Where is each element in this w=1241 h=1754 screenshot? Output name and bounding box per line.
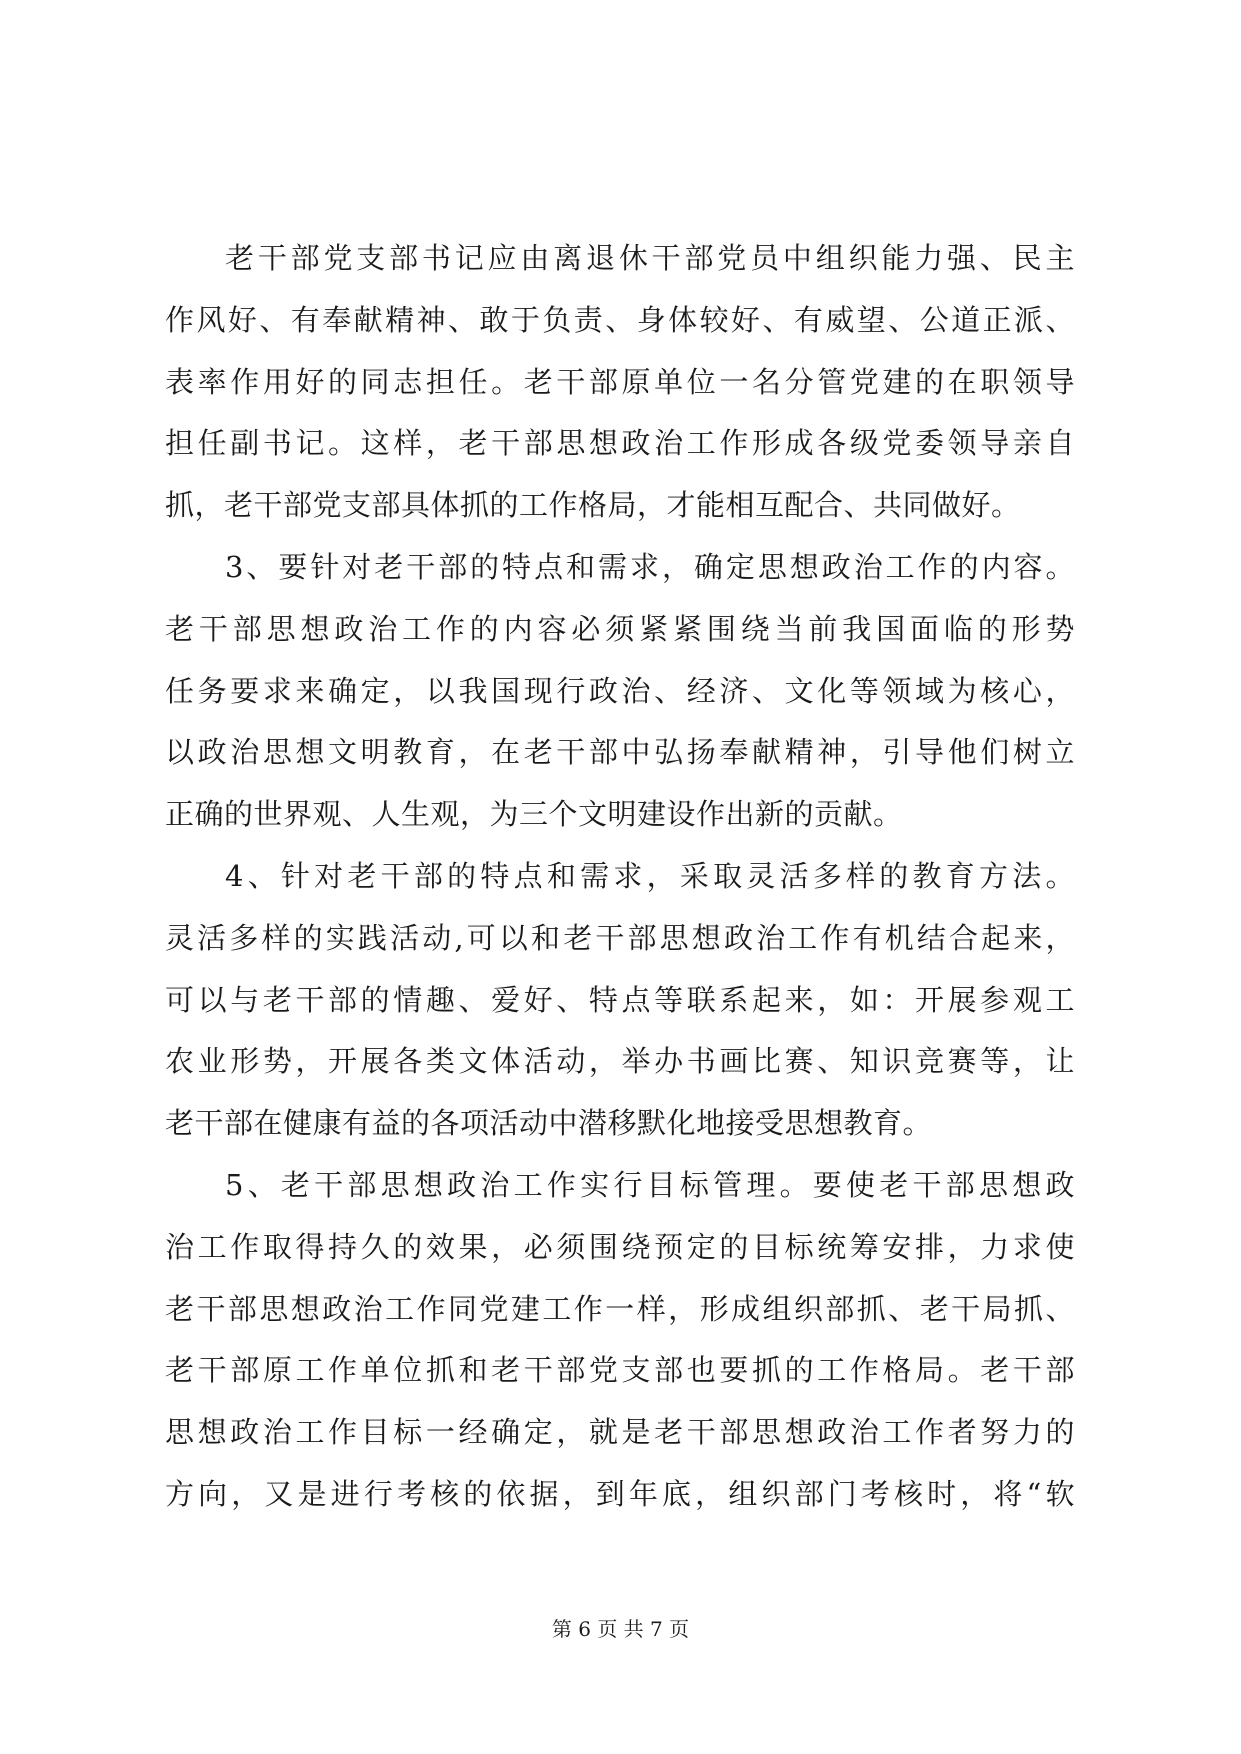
text-line: 抓，老干部党支部具体抓的工作格局，才能相互配合、共同做好。 [165,488,1021,523]
text-line: 5、老干部思想政治工作实行目标管理。要使老干部思想政 [225,1167,1075,1202]
page-footer: 第 6 页 共 7 页 [551,1617,690,1641]
text-line: 正确的世界观、人生观，为三个文明建设作出新的贡献。 [165,797,903,832]
text-line: 任务要求来确定，以我国现行政治、经济、文化等领域为核心， [165,673,1075,708]
text-line: 老干部思想政治工作的内容必须紧紧围绕当前我国面临的形势 [165,611,1075,646]
text-line: 4、针对老干部的特点和需求，采取灵活多样的教育方法。 [225,858,1075,893]
text-line: 老干部党支部书记应由离退休干部党员中组织能力强、民主 [225,241,1075,275]
document-body [165,228,1075,1526]
text-line: 治工作取得持久的效果，必须围绕预定的目标统筹安排，力求使 [165,1229,1075,1264]
text-line: 灵活多样的实践活动,可以和老干部思想政治工作有机结合起来， [165,920,1075,955]
text-line: 可以与老干部的情趣、爱好、特点等联系起来，如：开展参观工 [165,982,1075,1017]
text-line: 农业形势，开展各类文体活动，举办书画比赛、知识竞赛等，让 [165,1044,1075,1079]
text-line: 思想政治工作目标一经确定，就是老干部思想政治工作者努力的 [165,1415,1075,1450]
text-line: 作风好、有奉献精神、敢于负责、身体较好、有威望、公道正派、 [165,302,1075,337]
text-line: 表率作用好的同志担任。老干部原单位一名分管党建的在职领导 [165,364,1075,399]
text-line: 以政治思想文明教育，在老干部中弘扬奉献精神，引导他们树立 [165,735,1075,770]
text-line: 老干部在健康有益的各项活动中潜移默化地接受思想教育。 [165,1106,933,1141]
text-line: 3、要针对老干部的特点和需求，确定思想政治工作的内容。 [225,549,1075,584]
text-line: 方向，又是进行考核的依据，到年底，组织部门考核时，将“软 [165,1476,1075,1511]
text-line: 老干部原工作单位抓和老干部党支部也要抓的工作格局。老干部 [165,1353,1075,1388]
text-line: 老干部思想政治工作同党建工作一样，形成组织部抓、老干局抓、 [165,1291,1075,1326]
text-line: 担任副书记。这样，老干部思想政治工作形成各级党委领导亲自 [165,426,1075,461]
